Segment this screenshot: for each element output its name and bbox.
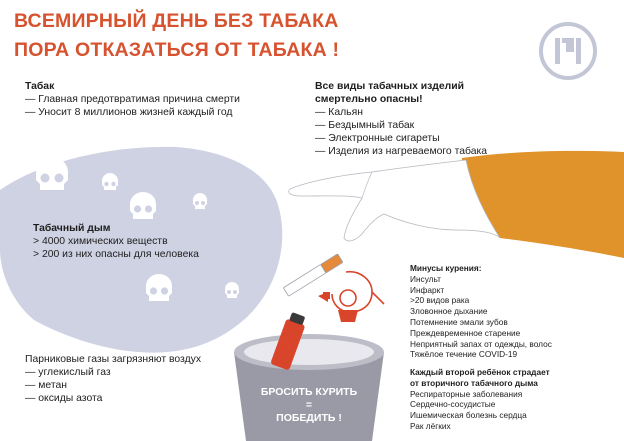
cons-item: Инфаркт bbox=[410, 284, 445, 295]
skull-icon bbox=[130, 192, 156, 219]
tobacco-item: — Уносит 8 миллионов жизней каждый год bbox=[25, 107, 233, 118]
smoke-heading: Табачный дым bbox=[33, 223, 111, 234]
products-item: — Изделия из нагреваемого табака bbox=[315, 146, 488, 157]
cons-item: Инсульт bbox=[410, 273, 441, 284]
skull-icon bbox=[193, 193, 207, 209]
tobacco-item: — Главная предотвратимая причина смерти bbox=[25, 94, 240, 105]
slogan-line: ПОБЕДИТЬ ! bbox=[276, 412, 342, 424]
children-item: Сердечно-сосудистые bbox=[410, 399, 496, 410]
slogan-line: = bbox=[305, 399, 313, 411]
hand-icon bbox=[289, 160, 500, 241]
tobacco-heading: Табак bbox=[25, 81, 55, 92]
smoke-item: > 200 из них опасны для человека bbox=[33, 249, 199, 260]
smoke-facts bbox=[33, 222, 199, 261]
cons-list bbox=[410, 263, 552, 360]
page-title: ВСЕМИРНЫЙ ДЕНЬ БЕЗ ТАБАКА bbox=[14, 10, 339, 32]
children-item: Ишемическая болезнь сердца bbox=[410, 410, 527, 421]
products-facts bbox=[315, 80, 487, 158]
slogan-line: БРОСИТЬ КУРИТЬ bbox=[260, 386, 358, 398]
sleeve bbox=[462, 151, 624, 258]
children-facts bbox=[410, 367, 550, 432]
bucket-slogan bbox=[246, 386, 372, 425]
cons-item: >20 видов рака bbox=[410, 295, 470, 306]
children-item: Рак лёгких bbox=[410, 420, 451, 431]
children-item: Респираторные заболевания bbox=[410, 388, 523, 399]
cons-item: Потемнение эмали зубов bbox=[410, 316, 508, 327]
hookah-icon bbox=[318, 272, 384, 322]
products-heading: смертельно опасны! bbox=[315, 94, 423, 105]
page-subtitle: ПОРА ОТКАЗАТЬСЯ ОТ ТАБАКА ! bbox=[14, 39, 340, 61]
smoke-item: > 4000 химических веществ bbox=[33, 236, 168, 247]
skull-icon bbox=[102, 173, 118, 190]
products-item: — Кальян bbox=[315, 107, 363, 118]
gases-item: — углекислый газ bbox=[25, 367, 111, 378]
tobacco-facts bbox=[25, 80, 240, 119]
cigarette-icon bbox=[283, 254, 343, 296]
cons-item: Преждевременное старение bbox=[410, 327, 521, 338]
skull-icon bbox=[36, 157, 68, 190]
children-heading: Каждый второй ребёнок страдает bbox=[410, 367, 550, 377]
products-item: — Бездымный табак bbox=[315, 120, 415, 131]
gases-heading: Парниковые газы загрязняют воздух bbox=[25, 354, 202, 365]
gases-facts bbox=[25, 353, 201, 405]
cons-item: Тяжёлое течение COVID-19 bbox=[410, 349, 518, 360]
gases-item: — оксиды азота bbox=[25, 393, 103, 404]
logo-icon bbox=[539, 22, 597, 80]
children-heading: от вторичного табачного дыма bbox=[410, 377, 538, 388]
skull-icon bbox=[225, 282, 239, 298]
gases-item: — метан bbox=[25, 380, 68, 391]
skull-icon bbox=[146, 274, 172, 301]
products-heading: Все виды табачных изделий bbox=[315, 81, 465, 92]
cons-item: Неприятный запах от одежды, волос bbox=[410, 338, 552, 349]
cons-item: Зловонное дыхание bbox=[410, 306, 488, 317]
cons-heading: Минусы курения: bbox=[410, 263, 482, 273]
products-item: — Электронные сигареты bbox=[315, 133, 440, 144]
